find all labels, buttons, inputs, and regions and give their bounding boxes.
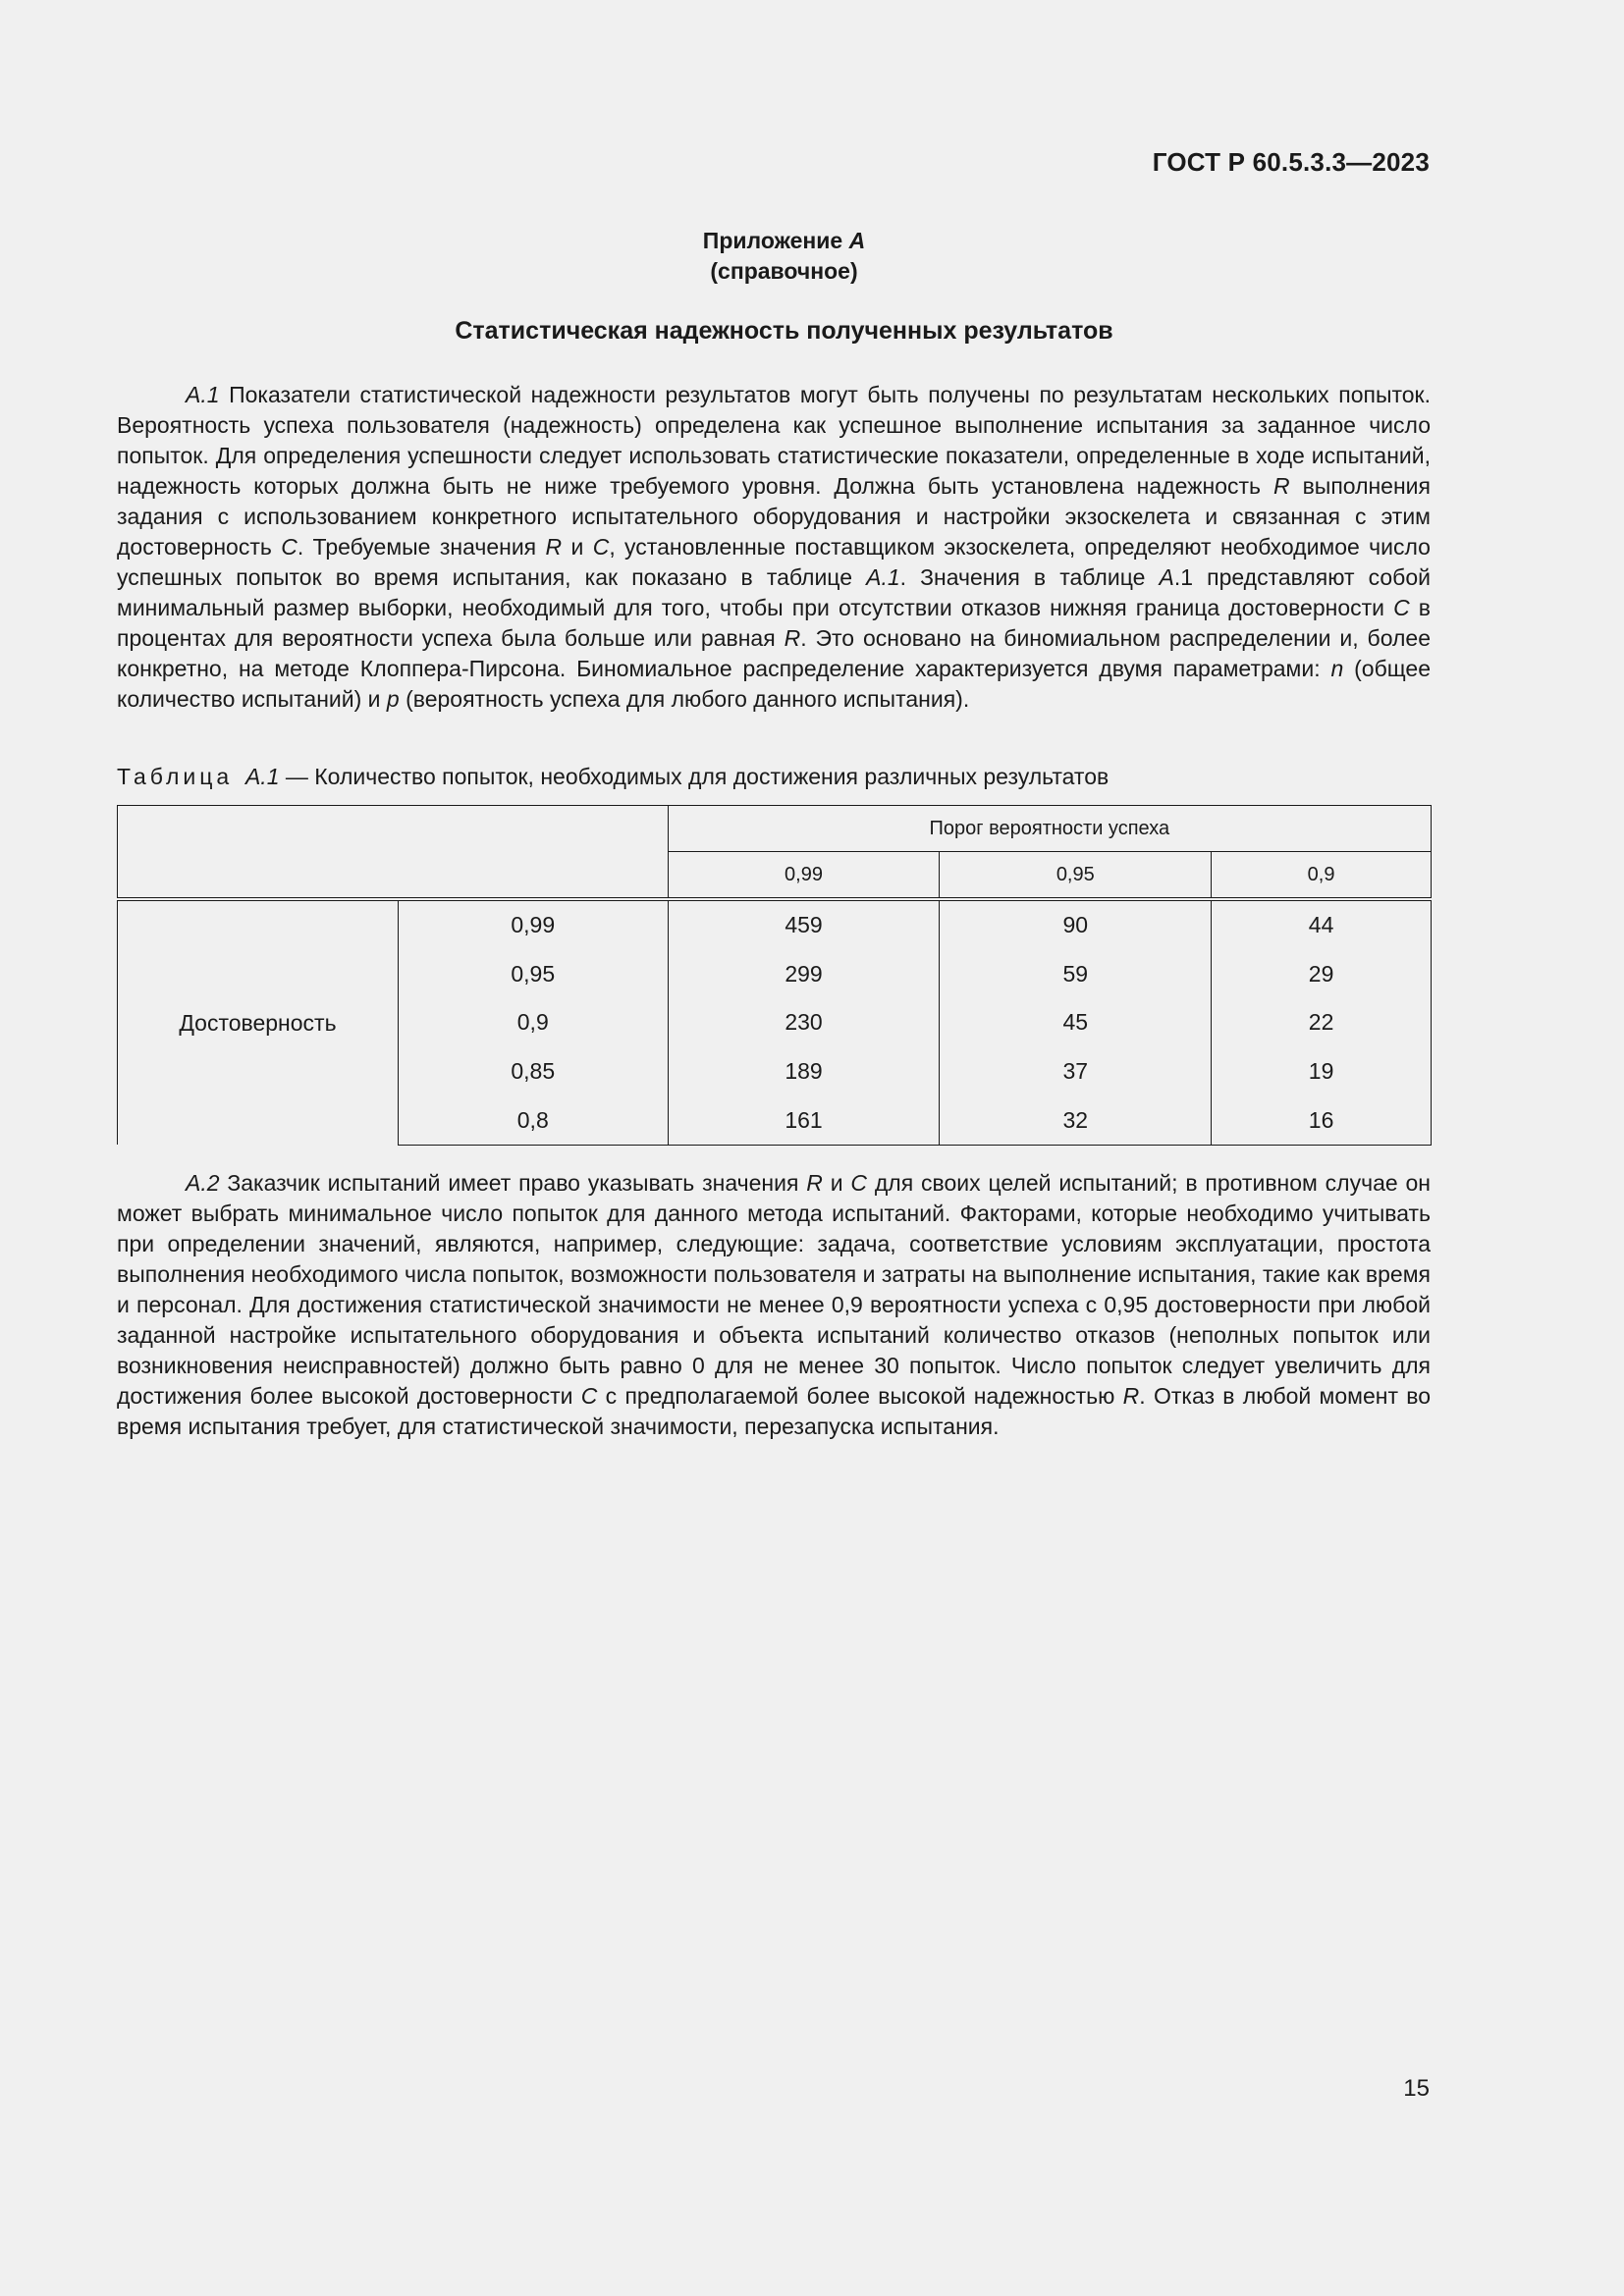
table-reference: А.1 <box>866 564 900 590</box>
annex-title-prefix: Приложение <box>702 228 849 253</box>
table-cell: 44 <box>1212 899 1432 950</box>
text-run: .1 представляют собой минимальный размер выборки, необходимый для того, чтобы при отсутствии отказов нижняя граница достоверности <box>117 564 1431 620</box>
symbol-r: R <box>1122 1383 1140 1409</box>
text-run: и <box>562 534 593 560</box>
text-run: Заказчик испытаний имеет право указывать значения <box>219 1170 807 1196</box>
annex-letter: А <box>848 228 866 253</box>
symbol-c: С <box>1393 595 1410 620</box>
symbol-r: R <box>784 625 801 651</box>
text-run: . Это основано на биномиальном распределении и, более конкретно, на методе Клоппера-Пирсона. Биномиальное распределение характеризуется двумя параметрами: <box>117 625 1431 681</box>
text-run: с предполагаемой более высокой надежностью <box>597 1383 1123 1409</box>
row-label: 0,85 <box>398 1047 668 1096</box>
attempts-table <box>117 805 1432 1146</box>
column-header: 0,99 <box>668 852 940 900</box>
table-cell: 230 <box>668 998 940 1047</box>
table-caption <box>117 762 1109 792</box>
text-run: . Требуемые значения <box>297 534 546 560</box>
text-run: (общее количество испытаний) и <box>117 656 1431 712</box>
table-cell: 37 <box>940 1047 1212 1096</box>
symbol-r: R <box>1272 473 1290 499</box>
symbol-c: С <box>580 1383 598 1409</box>
text-run: и <box>822 1170 851 1196</box>
text-run: для своих целей испытаний; в противном случае он может выбрать минимальное число попыток для данного метода испытаний. Факторами, которые необходимо учитывать при определении значений, являются, например, следующие: задача, соответствие условиям эксплуатации, простота выполнения необходимого числа попыток, возможности пользователя и затраты на выполнение испытания, такие как время и персонал. Для достижения статистической значимости не менее 0,9 вероятности успеха с 0,95 достоверности при любой заданной настройке испытательного оборудования и объекта испытаний количество отказов (неполных попыток или возникновения неисправностей) должно быть равно 0 для не менее 30 попыток. Число попыток следует увеличить для достижения более высокой достоверности <box>117 1170 1432 1409</box>
paragraph-a1 <box>117 380 1431 715</box>
table-corner-cell <box>118 806 669 900</box>
table-cell: 29 <box>1212 950 1432 999</box>
symbol-r: R <box>806 1170 823 1196</box>
table-cell: 19 <box>1212 1047 1432 1096</box>
table-cell: 45 <box>940 998 1212 1047</box>
table-cell: 459 <box>668 899 940 950</box>
text-run: . Значения в таблице <box>899 564 1160 590</box>
text-run: , установленные поставщиком экзоскелета, определяют необходимое число успешных попыток во время испытания, как показано в таблице <box>117 534 1431 590</box>
text-run: (вероятность успеха для любого данного испытания). <box>399 686 970 712</box>
table-cell: 161 <box>668 1095 940 1145</box>
page-number: 15 <box>1403 2075 1430 2102</box>
section-title: Статистическая надежность полученных результатов <box>455 317 1113 345</box>
row-label: 0,95 <box>398 950 668 999</box>
text-run: . Отказ в любой момент во время испытания требует, для статистической значимости, перезапуска испытания. <box>117 1383 1432 1439</box>
text-run: Показатели статистической надежности результатов могут быть получены по результатам нескольких попыток. Вероятность успеха пользователя (надежность) определена как успешное выполнение испытания за заданное число попыток. Для определения успешности следует использовать статистические показатели, определенные в ходе испытаний, надежность которых должна быть не ниже требуемого уровня. Должна быть установлена надежность <box>117 382 1431 499</box>
table-cell: 59 <box>940 950 1212 999</box>
table-cell: 32 <box>940 1095 1212 1145</box>
table-cell: 299 <box>668 950 940 999</box>
clause-number: А.2 <box>186 1170 220 1196</box>
table-caption-label: Таблица <box>117 764 234 789</box>
table-header-row <box>118 806 1432 852</box>
column-header: 0,9 <box>1212 852 1432 900</box>
column-header: 0,95 <box>940 852 1212 900</box>
column-group-header: Порог вероятности успеха <box>668 806 1431 852</box>
table-cell: 16 <box>1212 1095 1432 1145</box>
table-cell: 90 <box>940 899 1212 950</box>
document-code: ГОСТ Р 60.5.3.3—2023 <box>1152 147 1430 177</box>
table-caption-text: — Количество попыток, необходимых для достижения различных результатов <box>279 764 1110 789</box>
table-reference: А <box>1159 564 1174 590</box>
symbol-c: С <box>850 1170 868 1196</box>
symbol-p: p <box>386 686 400 712</box>
symbol-c: С <box>592 534 610 560</box>
row-label: 0,8 <box>398 1095 668 1145</box>
annex-subtitle: (справочное) <box>710 258 858 284</box>
table-cell: 189 <box>668 1047 940 1096</box>
row-label: 0,9 <box>398 998 668 1047</box>
table-row <box>118 899 1432 950</box>
symbol-n: n <box>1330 656 1344 681</box>
text-run: выполнения задания с использованием конкретного испытательного оборудования и настройки экзоскелета и связанная с этим достоверность <box>117 473 1431 560</box>
text-run: в процентах для вероятности успеха была больше или равная <box>117 595 1431 651</box>
symbol-r: R <box>545 534 563 560</box>
annex-title <box>0 226 1568 256</box>
row-label: 0,99 <box>398 899 668 950</box>
paragraph-a2 <box>117 1168 1431 1442</box>
table-cell: 22 <box>1212 998 1432 1047</box>
row-group-header: Достоверность <box>118 899 399 1145</box>
symbol-c: С <box>281 534 298 560</box>
clause-number: А.1 <box>186 382 220 407</box>
annex-heading <box>0 226 1568 287</box>
table-caption-number: А.1 <box>244 764 280 789</box>
